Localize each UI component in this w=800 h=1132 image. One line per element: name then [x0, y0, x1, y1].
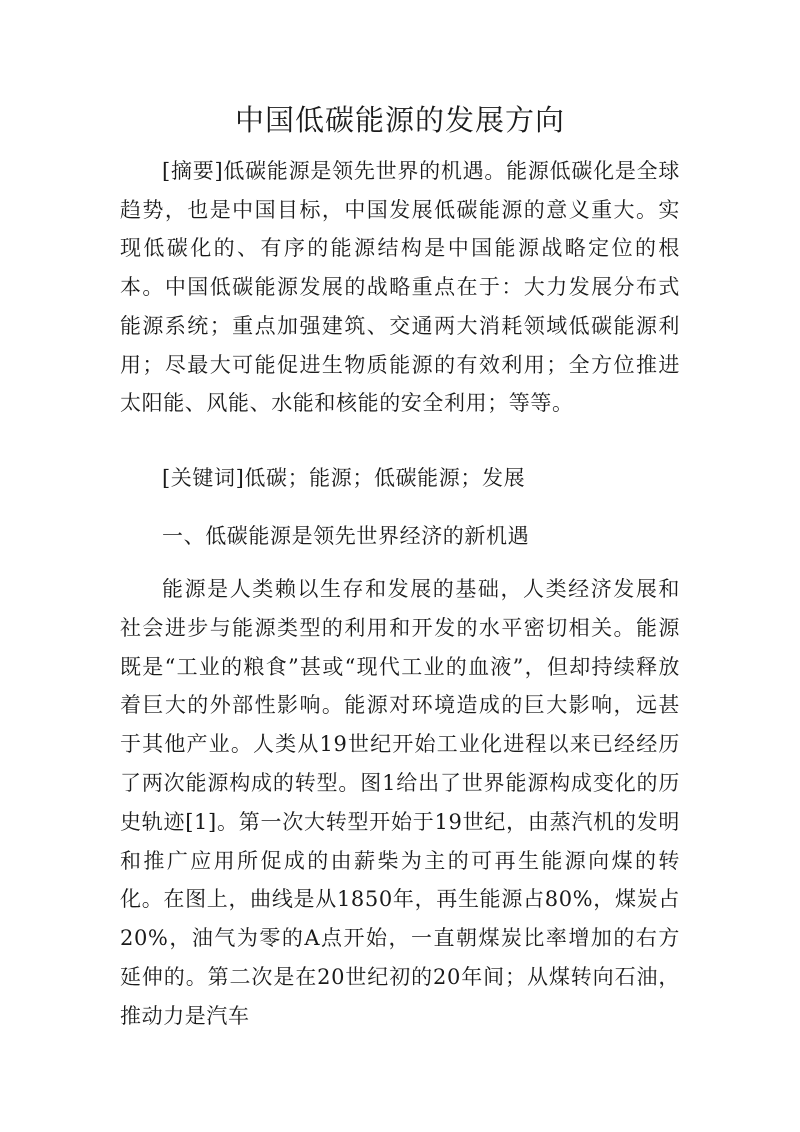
section-heading: 一、低碳能源是领先世界经济的新机遇: [162, 524, 530, 548]
abstract-paragraph: [摘要]低碳能源是领先世界的机遇。能源低碳化是全球趋势，也是中国目标，中国发展低碳能源的意义重大。实现低碳化的、有序的能源结构是中国能源战略定位的根本。中国低碳能源发展的战略重点在于：大力发展分布式能源系统；重点加强建筑、交通两大消耗领域低碳能源利用；尽最大可能促进生物质能源的有效利用；全方位推进太阳能、风能、水能和核能的安全利用；等等。: [120, 159, 680, 416]
document-title: 中国低碳能源的发展方向: [234, 103, 565, 137]
keywords-line: [关键词]低碳；能源；低碳能源；发展: [162, 466, 526, 490]
body-paragraph: 能源是人类赖以生存和发展的基础，人类经济发展和社会进步与能源类型的利用和开发的水平密切相关。能源既是“工业的粮食”甚或“现代工业的血液”，但却持续释放着巨大的外部性影响。能源对环境造成的巨大影响，远甚于其他产业。人类从19世纪开始工业化进程以来已经经历了两次能源构成的转型。图1给出了世界能源构成变化的历史轨迹[1]。第一次大转型开始于19世纪，由蒸汽机的发明和推广应用所促成的由薪柴为主的可再生能源向煤的转化。在图上，曲线是从1850年，再生能源占80%，煤炭占20%，油气为零的A点开始，一直朝煤炭比率增加的右方延伸的。第二次是在20世纪初的20年间；从煤转向石油，推动力是汽车: [120, 577, 680, 1028]
